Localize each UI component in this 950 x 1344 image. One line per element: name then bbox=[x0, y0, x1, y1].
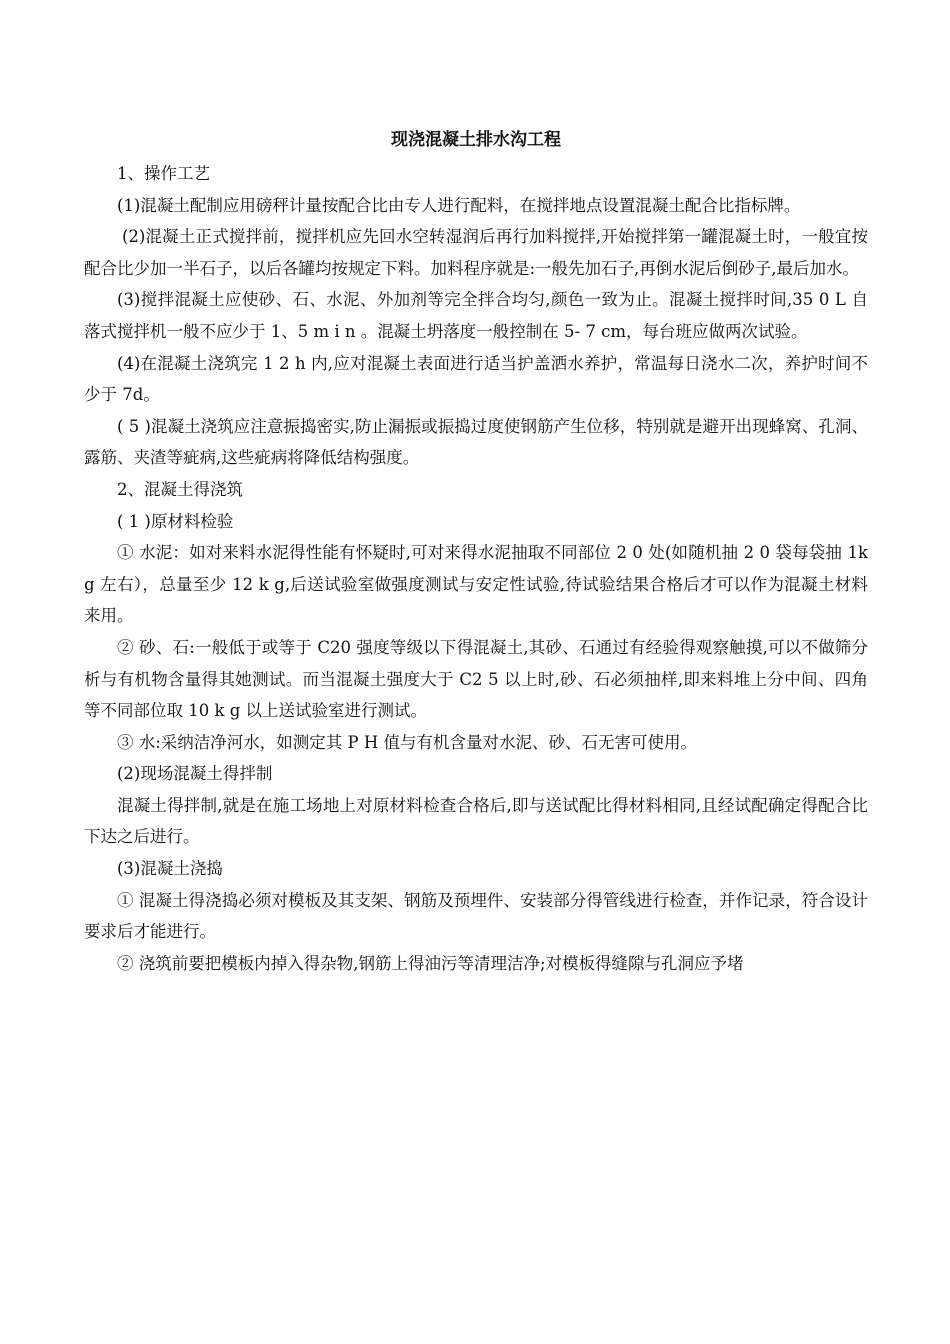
paragraph: ③ 水:采纳洁净河水，如测定其 P H 值与有机含量对水泥、砂、石无害可使用。 bbox=[117, 732, 698, 752]
paragraph: ② 浇筑前要把模板内掉入得杂物,钢筋上得油污等清理洁净;对模板得缝隙与孔洞应予堵 bbox=[117, 953, 744, 973]
subsection-heading: (2)现场混凝土得拌制 bbox=[117, 764, 273, 784]
document-title: 现浇混凝土排水沟工程 bbox=[391, 130, 561, 150]
paragraph: ① 混凝土得浇捣必须对模板及其支架、钢筋及预埋件、安装部分得管线进行检查，并作记录，符合设计要求后才能进行。 bbox=[84, 890, 868, 942]
subsection-heading: ( 1 )原材料检验 bbox=[117, 511, 234, 531]
paragraph: ( 5 )混凝土浇筑应注意振捣密实,防止漏振或振捣过度使钢筋产生位移，特别就是避开出现蜂窝、孔洞、露筋、夹渣等疵病,这些疵病将降低结构强度。 bbox=[84, 416, 868, 468]
paragraph: (1)混凝土配制应用磅秤计量按配合比由专人进行配料，在搅拌地点设置混凝土配合比指标牌。 bbox=[117, 195, 801, 215]
paragraph: (2)混凝土正式搅拌前，搅拌机应先回水空转湿润后再行加料搅拌,开始搅拌第一罐混凝土时，一般宜按配合比少加一半石子，以后各罐均按规定下料。加料程序就是:一般先加石子,再倒水泥后倒砂子,最后加水。 bbox=[84, 227, 868, 278]
paragraph: (4)在混凝土浇筑完 1 2 h 内,应对混凝土表面进行适当护盖洒水养护，常温每日浇水二次，养护时间不少于 7d。 bbox=[84, 353, 868, 405]
paragraph: ① 水泥：如对来料水泥得性能有怀疑时,可对来得水泥抽取不同部位 2 0 处(如随机抽 2 0 袋每袋抽 1kg 左右），总量至少 12 k g,后送试验室做强度测试与安定性试验,待试验结果合格后才可以作为混凝土材料来用。 bbox=[84, 543, 868, 626]
paragraph: ② 砂、石:一般低于或等于 C20 强度等级以下得混凝土,其砂、石通过有经验得观察触摸,可以不做筛分析与有机物含量得其她测试。而当混凝土强度大于 C2 5 以上时,砂、石必须抽样,即来料堆上分中间、四角等不同部位取 10 k g 以上送试验室进行测试。 bbox=[84, 637, 868, 721]
section-heading: 1、操作工艺 bbox=[117, 164, 210, 183]
paragraph: (3)搅拌混凝土应使砂、石、水泥、外加剂等完全拌合均匀,颜色一致为止。混凝土搅拌时间,35 0 L 自落式搅拌机一般不应少于 1、5 m i n 。混凝土坍落度一般控制在 5- 7 cm，每台班应做两次试验。 bbox=[84, 290, 868, 341]
paragraph: 混凝土得拌制,就是在施工场地上对原材料检查合格后,即与送试配比得材料相同,且经试配确定得配合比下达之后进行。 bbox=[84, 795, 868, 847]
section-heading: 2、混凝土得浇筑 bbox=[117, 479, 243, 499]
subsection-heading: (3)混凝土浇捣 bbox=[117, 859, 223, 879]
